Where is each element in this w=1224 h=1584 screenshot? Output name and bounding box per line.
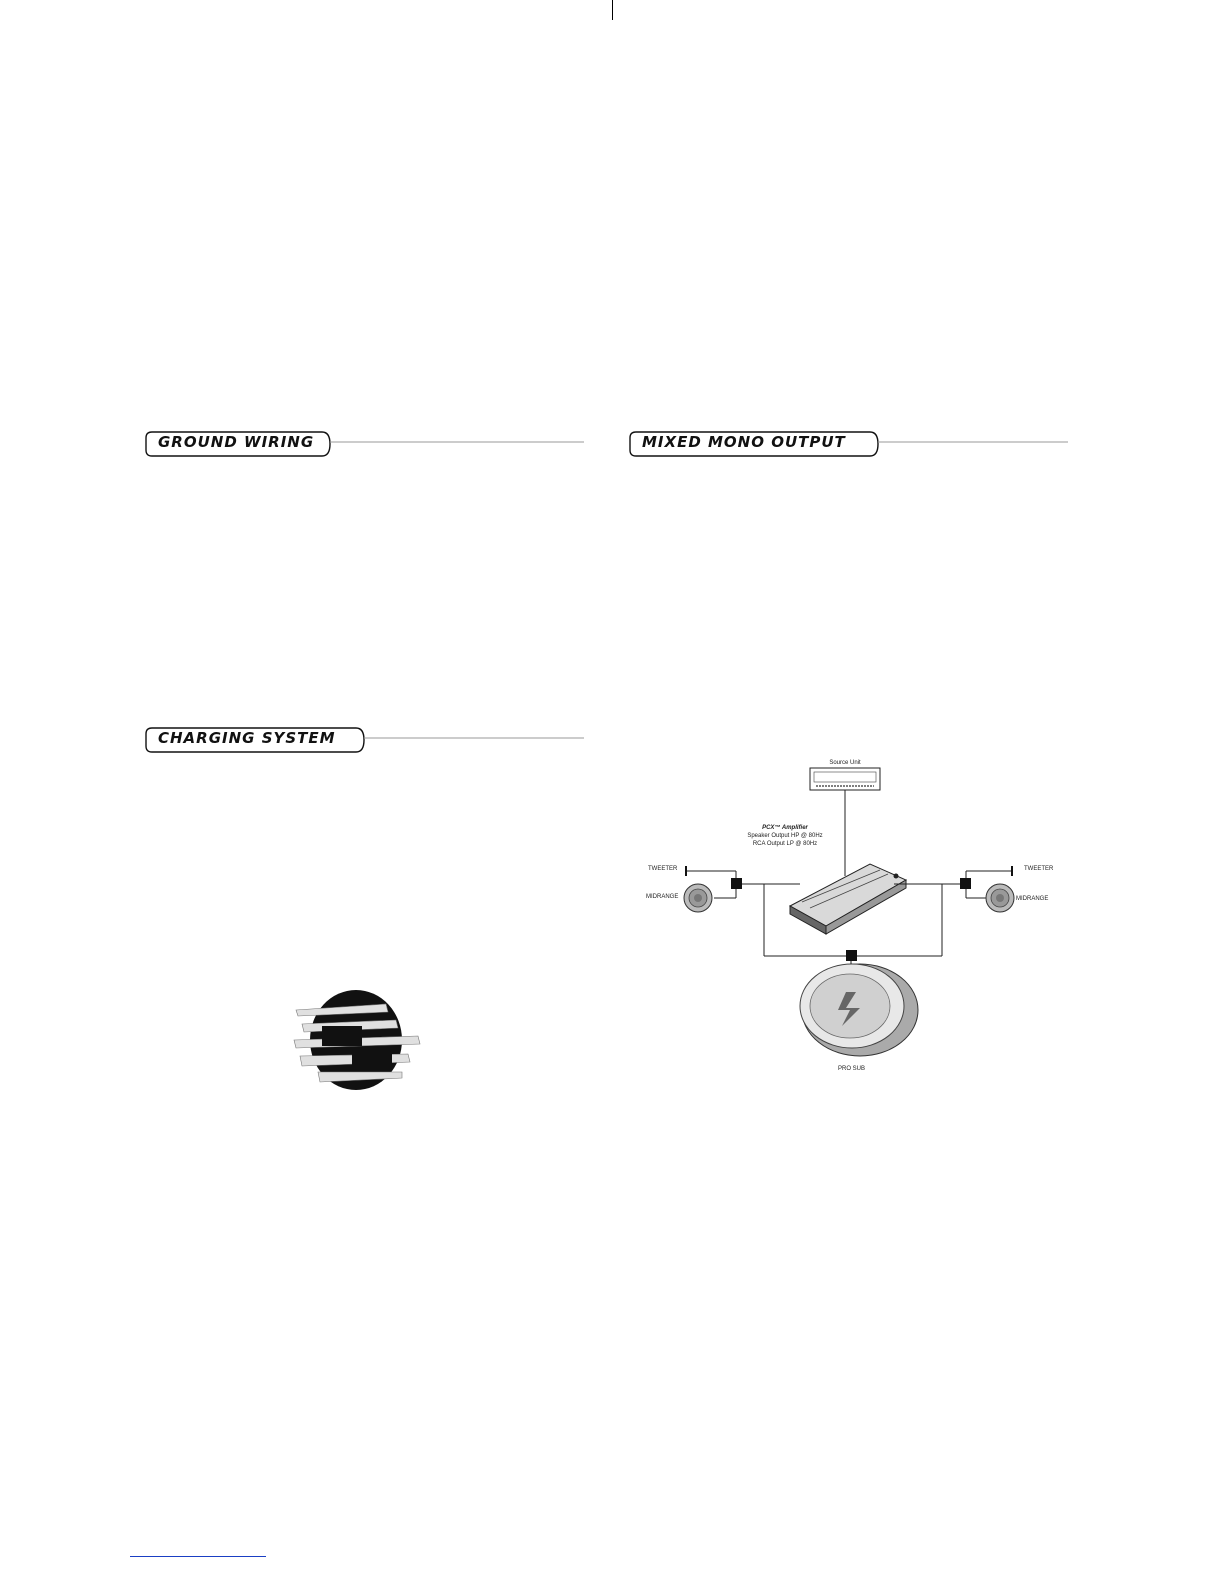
amp-title: PCX™ Amplifier xyxy=(762,825,808,831)
section-title: GROUND WIRING xyxy=(158,433,315,451)
midrange-left-icon xyxy=(684,884,712,912)
ground-wiring-header xyxy=(144,430,584,458)
source-unit-label: Source Unit xyxy=(829,760,861,766)
section-title: MIXED MONO OUTPUT xyxy=(642,433,846,451)
section-title: CHARGING SYSTEM xyxy=(158,729,336,747)
source-unit-icon xyxy=(810,768,880,790)
amp-rca-output: RCA Output LP @ 80Hz xyxy=(752,841,818,847)
midrange-left-label: MIDRANGE xyxy=(646,894,679,900)
subwoofer-label: PRO SUB xyxy=(838,1066,866,1072)
tweeter-right-label: TWEETER xyxy=(1024,866,1054,872)
charging-system-header xyxy=(144,726,584,754)
amplifier-description xyxy=(715,824,855,848)
footer-rule xyxy=(130,1556,266,1557)
amp-speaker-output: Speaker Output HP @ 80Hz xyxy=(747,833,823,839)
midrange-right-label: MIDRANGE xyxy=(1016,896,1049,902)
subwoofer-icon xyxy=(800,961,918,1056)
crossover-right-icon xyxy=(960,878,971,889)
striped-globe-logo-icon xyxy=(292,986,432,1094)
crossover-left-icon xyxy=(731,878,742,889)
wiring-diagram xyxy=(630,760,1070,1080)
midrange-right-icon xyxy=(986,884,1014,912)
tweeter-left-label: TWEETER xyxy=(648,866,678,872)
page-fold-mark xyxy=(612,0,613,20)
mixed-mono-output-header xyxy=(628,430,1068,458)
crossover-sub-icon xyxy=(846,950,857,961)
amplifier-icon xyxy=(790,864,906,934)
